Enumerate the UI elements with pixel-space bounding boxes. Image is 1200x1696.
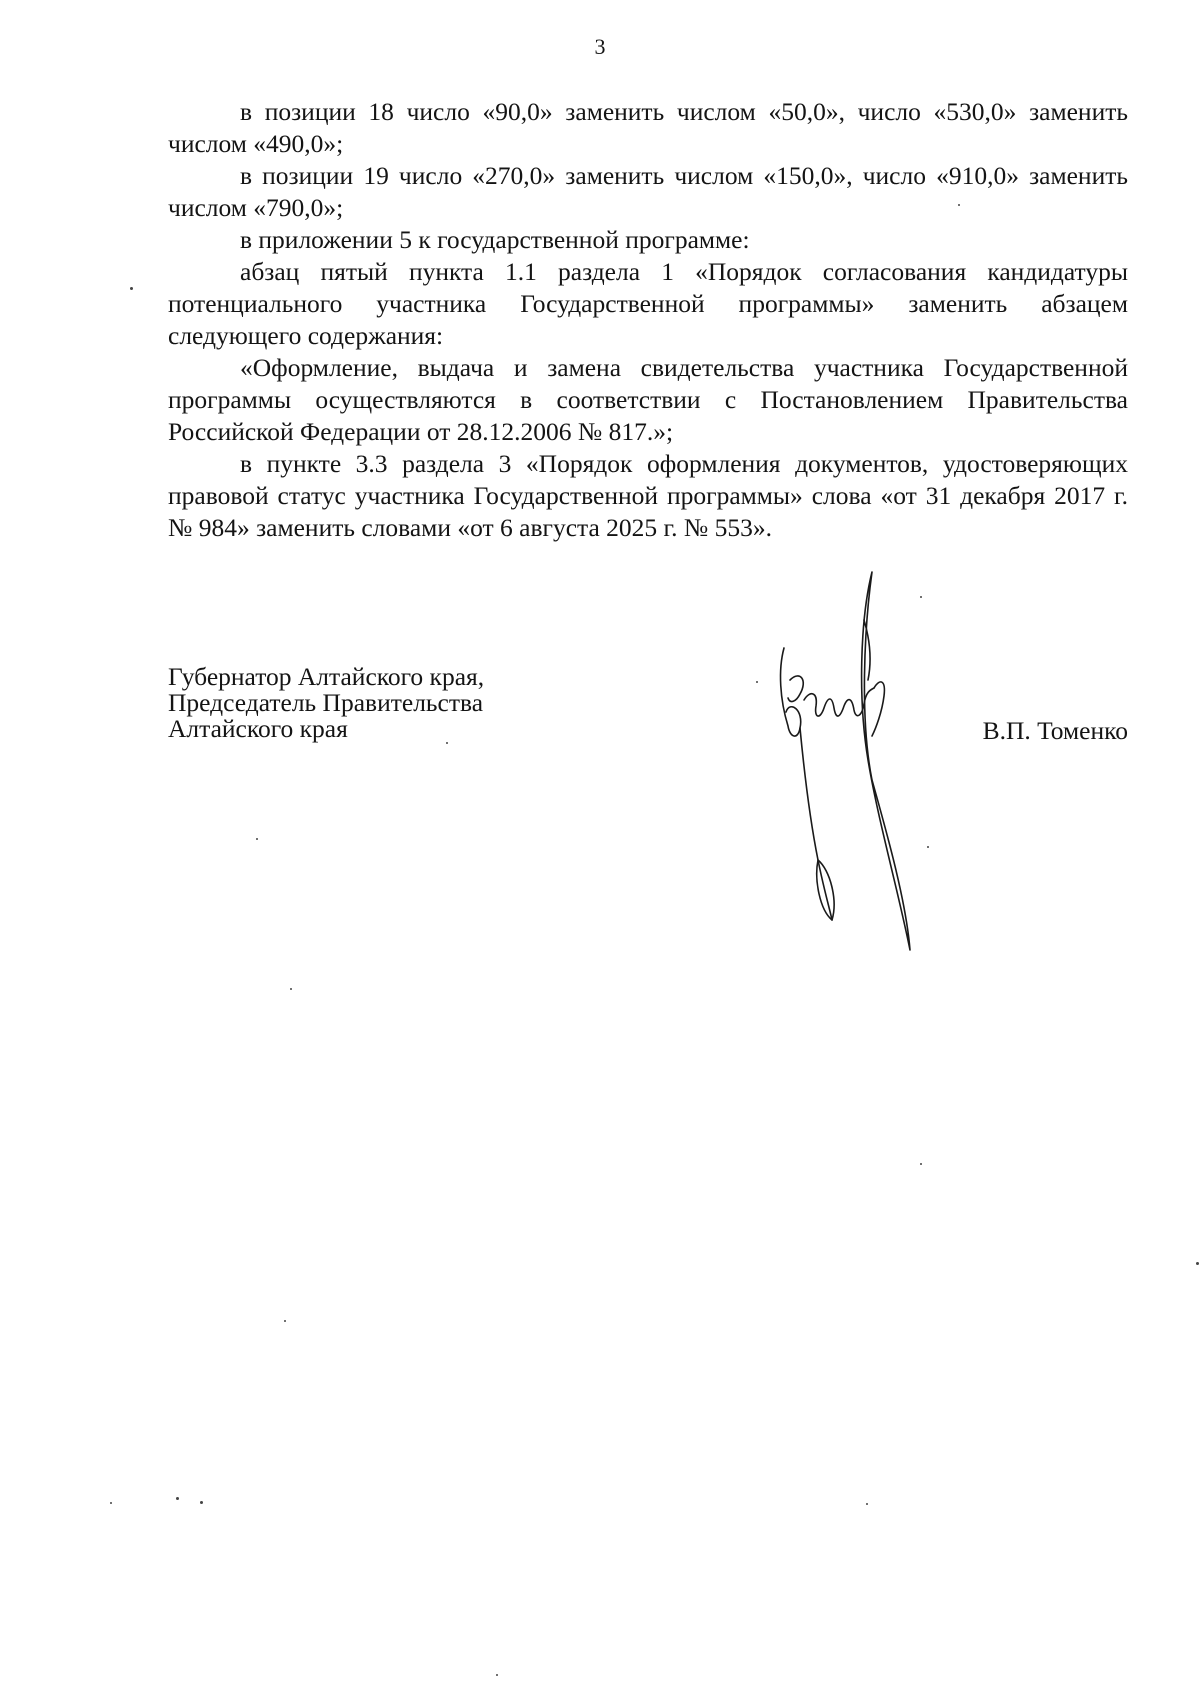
paragraph-section-1: абзац пятый пункта 1.1 раздела 1 «Порядок согласования кандидатуры потенциального участника Государственной программы» заменить абзацем следующего содержания:	[168, 257, 1128, 350]
signer-position-line: Алтайского края	[168, 714, 348, 743]
paragraph-appendix-5: в приложении 5 к государственной программе:	[240, 225, 750, 254]
paragraph-quote: «Оформление, выдача и замена свидетельства участника Государственной программы осуществляются в соответствии с Постановлением Правительства Российской Федерации от 28.12.2006 № 817.»;	[168, 353, 1128, 446]
document-body	[168, 96, 1128, 544]
signer-position-line: Губернатор Алтайского края,	[168, 662, 485, 691]
page-number: 3	[594, 34, 606, 59]
signer-name: В.П. Томенко	[982, 716, 1128, 745]
signer-position-line: Председатель Правительства	[168, 688, 484, 717]
signer-position	[168, 664, 484, 742]
paragraph-section-3: в пункте 3.3 раздела 3 «Порядок оформления документов, удостоверяющих правовой статус участника Государственной программы» слова «от 31 декабря 2017 г. № 984» заменить словами «от 6 августа 2025 г. № 553».	[168, 449, 1128, 542]
paragraph-position-18: в позиции 18 число «90,0» заменить числом «50,0», число «530,0» заменить числом «490,0»;	[168, 97, 1128, 158]
handwritten-signature	[760, 560, 940, 960]
paragraph-position-19: в позиции 19 число «270,0» заменить числом «150,0», число «910,0» заменить числом «790,0»;	[168, 161, 1128, 222]
